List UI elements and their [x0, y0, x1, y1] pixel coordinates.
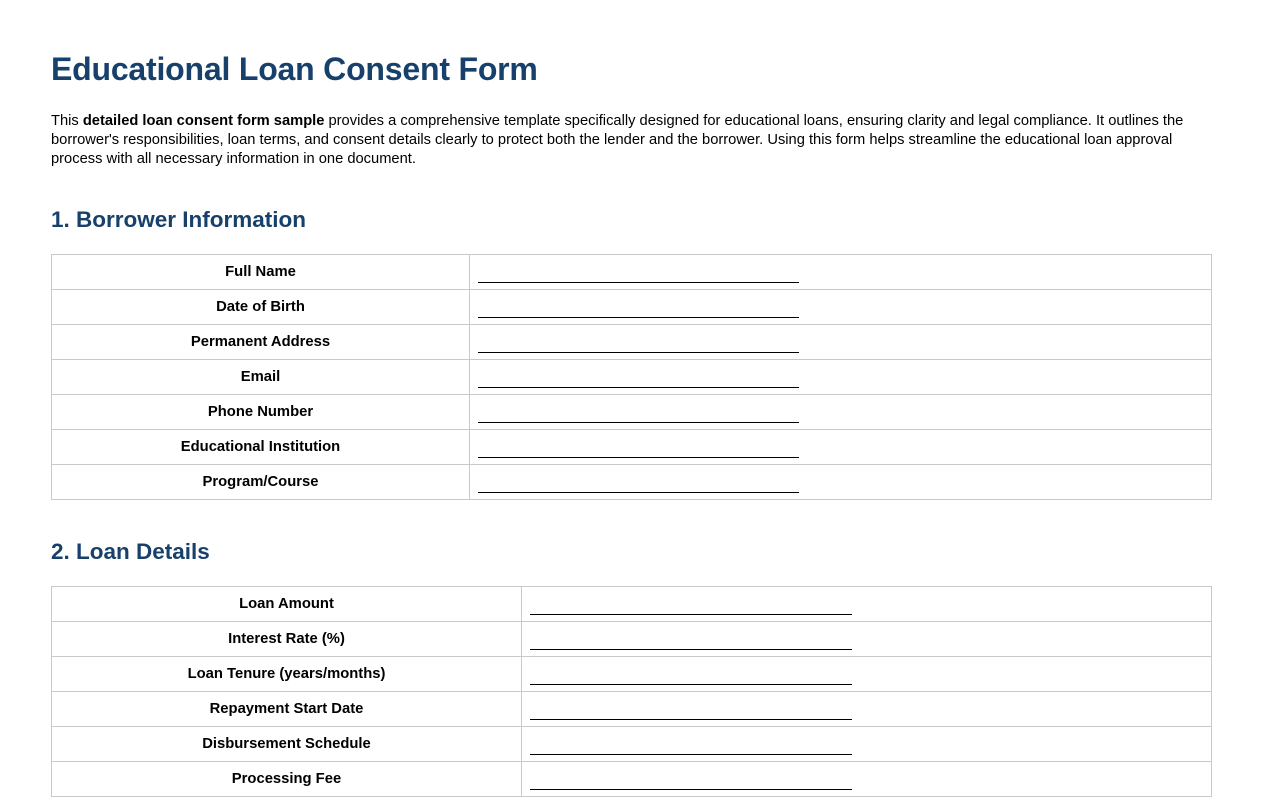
- table-row: [52, 692, 1212, 727]
- borrower-information-table: [51, 254, 1212, 500]
- fill-line: [478, 352, 799, 353]
- field-label: Loan Amount: [52, 587, 522, 622]
- field-input-loan-tenure[interactable]: [522, 657, 1212, 692]
- field-input-loan-amount[interactable]: [522, 587, 1212, 622]
- field-input-permanent-address[interactable]: [470, 325, 1212, 360]
- field-input-date-of-birth[interactable]: [470, 290, 1212, 325]
- field-input-processing-fee[interactable]: [522, 762, 1212, 797]
- field-label: Processing Fee: [52, 762, 522, 797]
- field-input-email[interactable]: [470, 360, 1212, 395]
- field-input-program-course[interactable]: [470, 465, 1212, 500]
- table-row: [52, 395, 1212, 430]
- fill-line: [478, 492, 799, 493]
- field-input-disbursement-schedule[interactable]: [522, 727, 1212, 762]
- table-row: [52, 465, 1212, 500]
- loan-details-table: [51, 586, 1212, 797]
- intro-rest-text: provides a comprehensive template specifically designed for educational loans, ensuring clarity and legal compliance. It outlines the borrower's responsibilities, loan terms, and consent details clearly to protect both the lender and the borrower. Using this form helps streamline the educational loan approval process with all necessary information in one document.: [51, 113, 1184, 167]
- fill-line: [530, 789, 852, 790]
- fill-line: [478, 282, 799, 283]
- field-label: Program/Course: [52, 465, 470, 500]
- fill-line: [530, 684, 852, 685]
- table-row: [52, 325, 1212, 360]
- fill-line: [530, 719, 852, 720]
- field-input-full-name[interactable]: [470, 255, 1212, 290]
- table-row: [52, 587, 1212, 622]
- fill-line: [478, 317, 799, 318]
- field-input-repayment-start-date[interactable]: [522, 692, 1212, 727]
- fill-line: [530, 754, 852, 755]
- table-row: [52, 430, 1212, 465]
- fill-line: [530, 614, 852, 615]
- table-row: [52, 657, 1212, 692]
- field-label: Email: [52, 360, 470, 395]
- page-title: Educational Loan Consent Form: [51, 51, 538, 87]
- field-label: Date of Birth: [52, 290, 470, 325]
- table-row: [52, 762, 1212, 797]
- field-label: Disbursement Schedule: [52, 727, 522, 762]
- field-label: Repayment Start Date: [52, 692, 522, 727]
- section-heading-borrower-information: 1. Borrower Information: [51, 207, 307, 233]
- field-label: Educational Institution: [52, 430, 470, 465]
- table-row: [52, 290, 1212, 325]
- field-label: Interest Rate (%): [52, 622, 522, 657]
- field-label: Full Name: [52, 255, 470, 290]
- fill-line: [478, 387, 799, 388]
- intro-paragraph: [51, 112, 1206, 168]
- fill-line: [478, 422, 799, 423]
- field-input-educational-institution[interactable]: [470, 430, 1212, 465]
- field-label: Phone Number: [52, 395, 470, 430]
- fill-line: [478, 457, 799, 458]
- table-row: [52, 727, 1212, 762]
- table-row: [52, 255, 1212, 290]
- field-label: Loan Tenure (years/months): [52, 657, 522, 692]
- field-label: Permanent Address: [52, 325, 470, 360]
- table-row: [52, 622, 1212, 657]
- field-input-phone-number[interactable]: [470, 395, 1212, 430]
- field-input-interest-rate[interactable]: [522, 622, 1212, 657]
- fill-line: [530, 649, 852, 650]
- intro-lead-text: This: [51, 113, 83, 130]
- section-heading-loan-details: 2. Loan Details: [51, 539, 210, 565]
- intro-emphasis-text: detailed loan consent form sample: [82, 113, 325, 130]
- table-row: [52, 360, 1212, 395]
